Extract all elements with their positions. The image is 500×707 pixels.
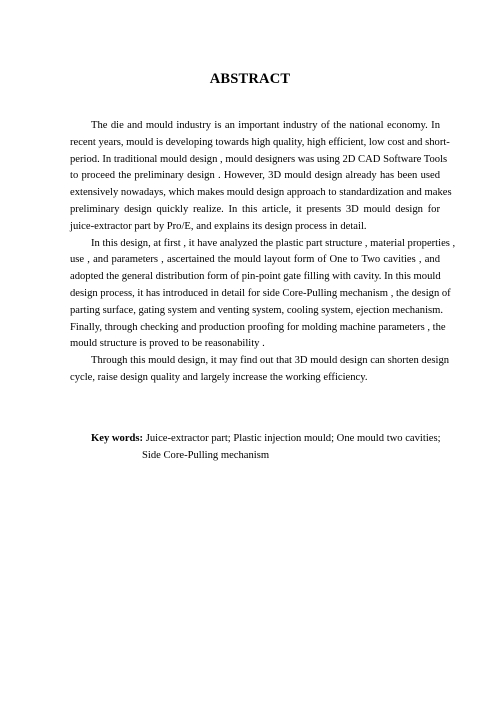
keywords-label: Key words: [91, 433, 144, 444]
paragraph-line: design process, it has introduced in detail for side Core-Pulling mechanism , the design of [70, 287, 451, 299]
paragraph-line: parting surface, gating system and venting system, cooling system, ejection mechanism. [70, 304, 444, 316]
paragraph-line: recent years, mould is developing towards high quality, high efficient, low cost and short- [70, 136, 450, 148]
paragraph-line: The die and mould industry is an important industry of the national economy. In [91, 120, 440, 131]
abstract-title: ABSTRACT [209, 71, 291, 87]
paragraph-line: period. In traditional mould design , mould designers was using 2D CAD Software Tools [70, 153, 448, 165]
paragraph-line: to proceed the preliminary design . However, 3D mould design already has been used [70, 170, 440, 182]
paragraph-line: In this design, at first , it have analyzed the plastic part structure , material properties , [91, 237, 456, 249]
abstract-body [70, 118, 456, 387]
keywords-line-2: Side Core-Pulling mechanism [142, 449, 270, 461]
paragraph-line: extensively nowadays, which makes mould design approach to standardization and makes [70, 187, 452, 199]
keywords-section [91, 431, 451, 465]
paragraph-line: Through this mould design, it may find out that 3D mould design can shorten design [91, 355, 450, 367]
paragraph-line: mould structure is proved to be reasonability . [70, 338, 265, 350]
paragraph-3 [70, 353, 450, 387]
paragraph-1 [70, 118, 452, 236]
paragraph-line: use , and parameters , ascertained the mould layout form of One to Two cavities , and [70, 254, 440, 266]
paragraph-line: juice-extractor part by Pro/E, and explains its design process in detail. [70, 220, 367, 232]
paragraph-line: adopted the general distribution form of pin-point gate filling with cavity. In this mould [70, 271, 441, 283]
paragraph-line: preliminary design quickly realize. In this article, it presents 3D mould design for [70, 203, 440, 215]
paragraph-line: Finally, through checking and production proofing for molding machine parameters , the [70, 321, 446, 333]
keywords-line-1: Juice-extractor part; Plastic injection mould; One mould two cavities; [143, 433, 441, 444]
paragraph-2 [70, 236, 456, 354]
paragraph-line: cycle, raise design quality and largely increase the working efficiency. [70, 371, 368, 383]
